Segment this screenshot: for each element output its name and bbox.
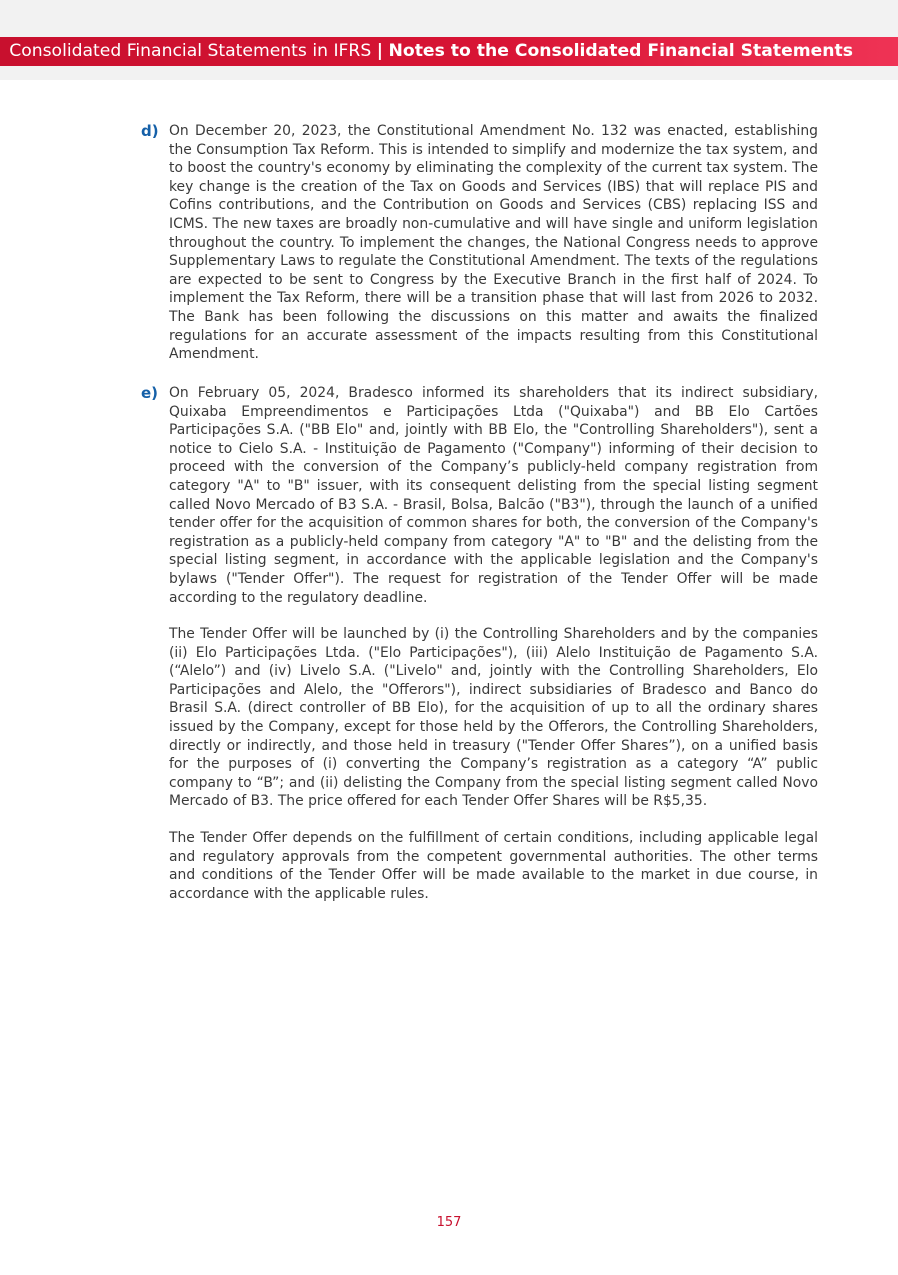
header-title-bold: Notes to the Consolidated Financial Statements <box>388 40 853 61</box>
header-bar <box>0 37 898 66</box>
header-title-regular: Consolidated Financial Statements in IFRS <box>9 40 372 61</box>
header-separator: | <box>376 40 384 61</box>
note-d-paragraph: On December 20, 2023, the Constitutional Amendment No. 132 was enacted, establishing the Consumption Tax Reform. This is intended to simplify and modernize the tax system, and to boost the country's economy by eliminating the complexity of the current tax system. The key change is the creation of the Tax on Goods and Services (IBS) that will replace PIS and Cofins contributions, and the Contribution on Goods and Services (CBS) replacing ISS and ICMS. The new taxes are broadly non-cumulative and will have single and uniform legislation throughout the country. To implement the changes, the National Congress needs to approve Supplementary Laws to regulate the Constitutional Amendment. The texts of the regulations are expected to be sent to Congress by the Executive Branch in the first half of 2024. To implement the Tax Reform, there will be a transition phase that will last from 2026 to 2032. The Bank has been following the discussions on this matter and awaits the finalized regulations for an accurate assessment of the impacts resulting from this Constitutional Amendment. <box>169 123 818 363</box>
note-e <box>141 384 818 607</box>
header-title <box>9 40 853 61</box>
note-e-paragraph-3: The Tender Offer depends on the fulfillment of certain conditions, including applicable legal and regulatory approvals from the competent governmental authorities. The other terms and conditions of the Tender Offer will be made available to the market in due course, in accordance with the applicable rules. <box>169 830 818 902</box>
note-e-continued-2 <box>141 829 818 903</box>
note-d-marker: d) <box>141 122 159 140</box>
note-e-continued-1 <box>141 625 818 811</box>
note-e-paragraph-1: On February 05, 2024, Bradesco informed its shareholders that its indirect subsidiary, Quixaba Empreendimentos e Participações Ltda ("Quixaba") and BB Elo Cartões Participações S.A. ("BB Elo" and, jointly with BB Elo, the "Controlling Shareholders"), sent a notice to Cielo S.A. - Instituição de Pagamento ("Company") informing of their decision to proceed with the conversion of the Company’s publicly-held company registration from category "A" to "B" issuer, with its consequent delisting from the special listing segment called Novo Mercado of B3 S.A. - Brasil, Bolsa, Balcão ("B3"), through the launch of a unified tender offer for the acquisition of common shares for both, the conversion of the Company's registration as a publicly-held company from category "A" to "B" and the delisting from the special listing segment, in accordance with the applicable legislation and the Company's bylaws ("Tender Offer"). The request for registration of the Tender Offer will be made according to the regulatory deadline. <box>169 385 818 606</box>
note-e-paragraph-2: The Tender Offer will be launched by (i) the Controlling Shareholders and by the companies (ii) Elo Participações Ltda. ("Elo Participações"), (iii) Alelo Instituição de Pagamento S.A. (“Alelo”) and (iv) Livelo S.A. ("Livelo" and, jointly with the Controlling Shareholders, Elo Participações and Alelo, the "Offerors"), indirect subsidiaries of Bradesco and Banco do Brasil S.A. (direct controller of BB Elo), for the acquisition of up to all the ordinary shares issued by the Company, except for those held by the Offerors, the Controlling Shareholders, directly or indirectly, and those held in treasury ("Tender Offer Shares”), on a unified basis for the purposes of (i) converting the Company’s registration as a category “A” public company to “B”; and (ii) delisting the Company from the special listing segment called Novo Mercado of B3. The price offered for each Tender Offer Shares will be R$5,35. <box>169 626 818 810</box>
note-d <box>141 122 818 364</box>
note-e-marker: e) <box>141 384 159 402</box>
page-number: 157 <box>436 1215 462 1230</box>
